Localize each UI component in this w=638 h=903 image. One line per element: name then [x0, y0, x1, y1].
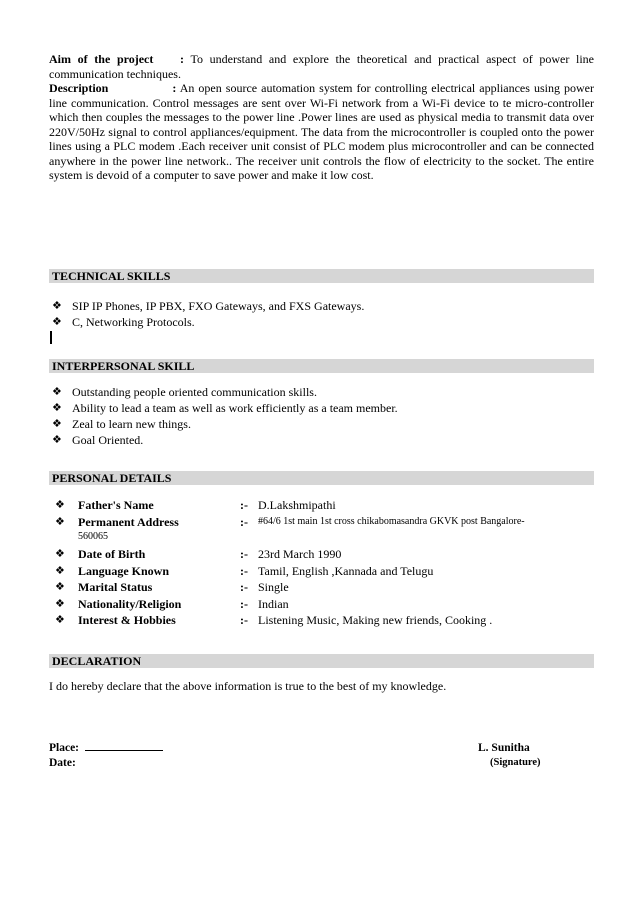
bullet-icon: ❖	[52, 402, 62, 414]
detail-row: ❖ Language Known :- Tamil, English ,Kannada and Telugu	[55, 563, 434, 578]
list-item: ❖ Outstanding people oriented communication skills.	[52, 385, 317, 399]
bullet-icon: ❖	[55, 515, 65, 528]
list-item: ❖ Goal Oriented.	[52, 433, 144, 447]
bullet-icon: ❖	[52, 300, 62, 312]
bullet-icon: ❖	[55, 597, 65, 610]
detail-row: ❖ Father's Name :- D.Lakshmipathi	[55, 498, 336, 512]
description-paragraph	[49, 81, 594, 183]
place-field	[49, 742, 163, 754]
bullet-icon: ❖	[52, 418, 62, 430]
detail-row: ❖ Nationality/Religion :- Indian	[55, 596, 289, 611]
personal-details-heading: PERSONAL DETAILS	[49, 471, 594, 485]
list-item: ❖ C, Networking Protocols.	[52, 315, 195, 329]
list-item: ❖ SIP IP Phones, IP PBX, FXO Gateways, and FXS Gateways.	[52, 299, 365, 313]
bullet-icon: ❖	[52, 386, 62, 398]
description-sep: :	[172, 81, 177, 95]
date-label: Date:	[49, 757, 76, 769]
aim-sep: :	[180, 52, 185, 66]
bullet-icon: ❖	[52, 316, 62, 328]
declaration-heading: DECLARATION	[49, 654, 594, 668]
list-item: ❖ Zeal to learn new things.	[52, 417, 191, 431]
technical-skills-list	[52, 298, 364, 330]
detail-row: ❖ Marital Status :- Single	[55, 580, 289, 594]
aim-text: To understand and explore the theoretical and practical aspect of power line communication techniques.	[49, 52, 595, 81]
aim-paragraph	[49, 52, 594, 81]
signatory-name: L. Sunitha	[478, 742, 530, 754]
place-blank	[85, 750, 163, 751]
signature-label: (Signature)	[490, 757, 541, 768]
declaration-text: I do hereby declare that the above information is true to the best of my knowledge.	[49, 679, 447, 693]
detail-row: ❖ Date of Birth :- 23rd March 1990	[55, 547, 342, 561]
bullet-icon: ❖	[55, 548, 65, 560]
bullet-icon: ❖	[52, 434, 62, 446]
description-label: Description	[49, 81, 109, 95]
list-item: ❖ Ability to lead a team as well as work efficiently as a team member.	[52, 401, 398, 415]
detail-row: ❖ Permanent Address :- #64/6 1st main 1st cross chikabomasandra GKVK post Bangalore-	[55, 514, 525, 529]
interpersonal-heading: INTERPERSONAL SKILL	[49, 359, 594, 373]
bullet-icon: ❖	[55, 581, 65, 593]
project-section	[49, 52, 594, 183]
bullet-icon: ❖	[55, 614, 65, 626]
text-cursor	[50, 331, 52, 344]
aim-label: Aim of the project	[49, 52, 154, 66]
place-label: Place:	[49, 742, 80, 754]
technical-skills-heading: TECHNICAL SKILLS	[49, 269, 594, 283]
interpersonal-list	[52, 384, 398, 448]
personal-details-list	[55, 497, 595, 629]
detail-row: ❖ Interest & Hobbies :- Listening Music, Making new friends, Cooking .	[55, 613, 493, 627]
bullet-icon: ❖	[55, 499, 65, 511]
bullet-icon: ❖	[55, 564, 65, 577]
detail-row-continuation: 560065	[78, 531, 108, 542]
description-text: An open source automation system for controlling electrical appliances using power line communication. Control messages are sent over Wi-Fi network from a Wi-Fi device to te micro-controller which then couples the messages to the power line .Power lines are used as physical media to transmit data over 220V/50Hz signal to control appliances/equipment. The data from the microcontroller is coupled onto the power lines using a PLC modem .Each receiver unit consist of PLC modem plus microcontroller and can be connected anywhere in the power line network.. The receiver unit controls the flow of electricity to the socket. The entire system is devoid of a computer to save power and make it low cost.	[49, 81, 594, 182]
